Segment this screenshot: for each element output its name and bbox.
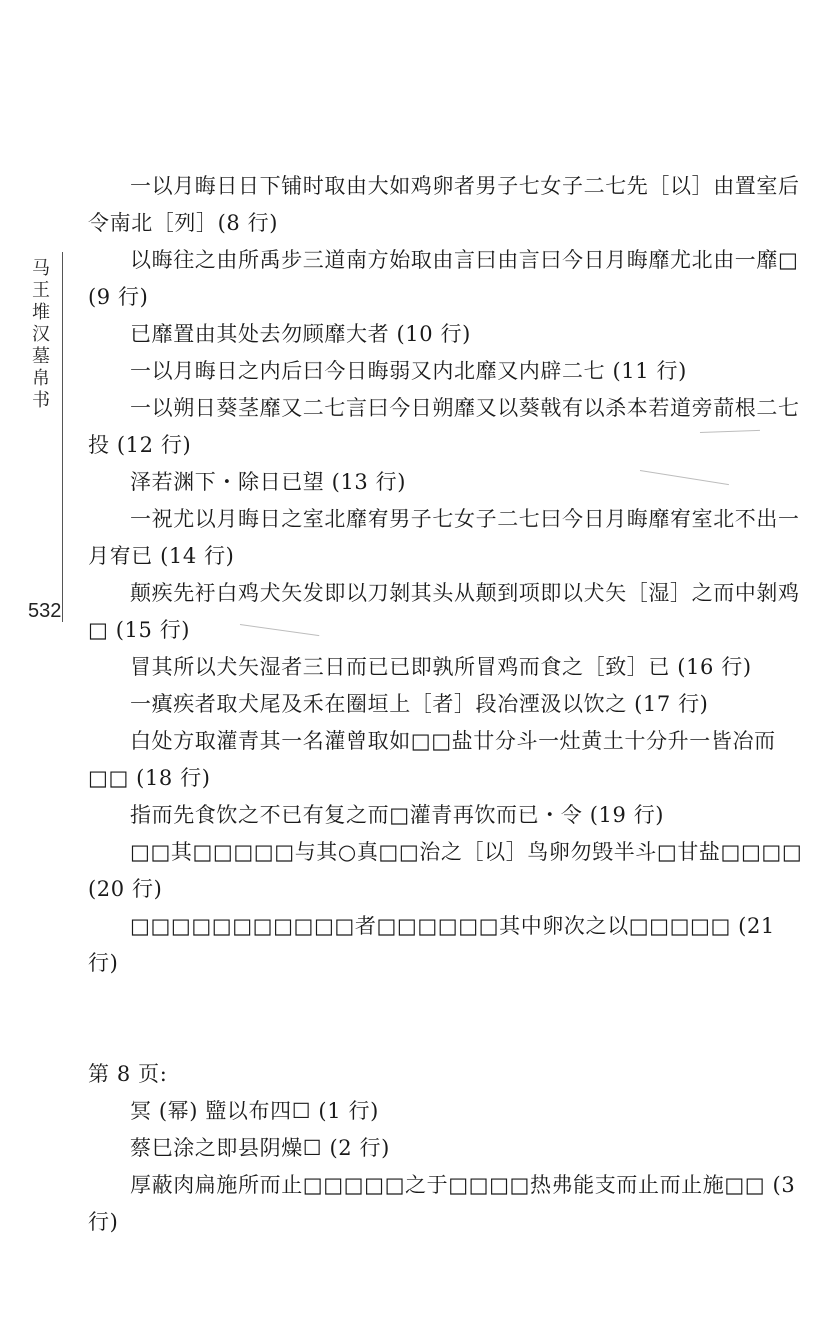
text-line-21: □□□□□□□□□□□者□□□□□□其中卵次之以□□□□□ (21 行)	[88, 914, 775, 975]
text-line-10: 已靡置由其处去勿顾靡大者 (10 行)	[130, 322, 471, 346]
text-line-20: □□其□□□□□与其○真□□治之［以］鸟卵勿毁半斗□甘盐□□□□ (20 行)	[88, 840, 803, 901]
page8-line-2: 蔡巳涂之即县阴燥☐ (2 行)	[130, 1136, 390, 1160]
text-line-14: 一祝尤以月晦日之室北靡宥男子七女子二七曰今日月晦靡宥室北不出一月宥已 (14 行)	[88, 507, 800, 568]
text-line-9: 以晦往之由所禹步三道南方始取由言曰由言曰今日月晦靡尤北由一靡□ (9 行)	[88, 248, 799, 309]
text-line-8: 一以月晦日日下铺时取由大如鸡卵者男子七女子二七先［以］由置室后令南北［列］(8 行)	[88, 174, 800, 235]
text-line-13: 泽若渊下・除日已望 (13 行)	[130, 470, 407, 494]
page8-line-3: 厚蔽肉扁施所而止□□□□□之于□□□□热弗能支而止而止施□□ (3 行)	[88, 1173, 796, 1234]
page-number: 532	[28, 600, 62, 622]
text-line-11: 一以月晦日之内后曰今日晦弱又内北靡又内辟二七 (11 行)	[130, 359, 687, 383]
margin-rule	[62, 252, 63, 622]
text-line-18: 白处方取灌青其一名灌曾取如□□盐廿分斗一灶黄土十分升一皆冶而□□ (18 行)	[88, 729, 776, 790]
text-line-19: 指而先食饮之不已有复之而□灌青再饮而已・令 (19 行)	[130, 803, 665, 827]
text-line-16: 冒其所以犬矢湿者三日而已已即孰所冒鸡而食之［致］已 (16 行)	[130, 655, 752, 679]
text-line-12: 一以朔日葵茎靡又二七言曰今日朔靡又以葵戟有以杀本若道旁葥根二七投 (12 行)	[88, 396, 800, 457]
running-title: 马王堆汉墓帛书	[32, 258, 50, 411]
section-heading-page-8: 第 8 页:	[88, 1062, 168, 1086]
text-line-15: 颠疾先衧白鸡犬矢发即以刀剝其头从颠到项即以犬矢［湿］之而中剝鸡□ (15 行)	[88, 581, 800, 642]
page8-line-1: 冥 (幂) 盬以布四☐ (1 行)	[130, 1099, 379, 1123]
text-line-17: 一瘨疾者取犬尾及禾在圈垣上［者］段冶湮汲以饮之 (17 行)	[130, 692, 709, 716]
page-body	[88, 168, 808, 1241]
